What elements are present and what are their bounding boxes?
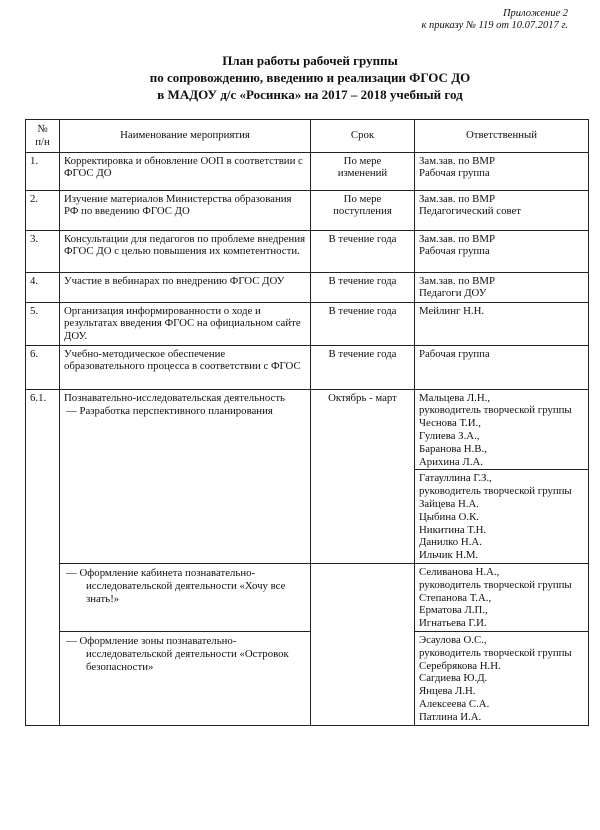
- responsible-group-a: [415, 389, 589, 470]
- responsible-line: Баранова Н.В.,: [419, 442, 487, 455]
- responsible-line: Педагоги ДОУ: [419, 287, 487, 300]
- row-term: В течение года: [311, 230, 415, 272]
- table-header-row: [26, 120, 589, 153]
- title-line-2: по сопровождению, введению и реализации ФГОС ДО: [149, 70, 471, 85]
- responsible-line: Ерматова Л.П.,: [419, 604, 488, 617]
- table-row: [26, 190, 589, 230]
- responsible-line: Сагдиева Ю.Д.: [419, 672, 488, 685]
- responsible-line: Зам.зав. по ВМР: [419, 154, 495, 167]
- row-responsible: Мейлинг Н.Н.: [415, 302, 589, 345]
- responsible-group-b: [415, 470, 589, 564]
- responsible-line: Серебрякова Н.Н.: [419, 659, 501, 672]
- responsible-line: руководитель творческой группы: [419, 404, 572, 417]
- row-activity: Учебно-методическое обеспечение образовательного процесса в соответствии с ФГОС: [60, 345, 311, 389]
- responsible-line: Гатауллина Г.З.,: [419, 472, 492, 485]
- responsible-group-d: [415, 631, 589, 725]
- row-number: 5.: [26, 302, 60, 345]
- row-term: В течение года: [311, 272, 415, 302]
- row-number: 2.: [26, 190, 60, 230]
- row-term: [311, 152, 415, 190]
- row-responsible: [415, 272, 589, 302]
- title-line-1: План работы рабочей группы: [222, 53, 398, 68]
- appendix-line-2: к приказу № 119 от 10.07.2017 г.: [421, 20, 568, 31]
- row-term: [311, 190, 415, 230]
- term-line: По мере: [343, 154, 382, 167]
- responsible-line: руководитель творческой группы: [419, 578, 572, 591]
- header-number-sign: №: [37, 123, 48, 135]
- row-activity: Консультации для педагогов по проблеме внедрения ФГОС ДО с целью повышения их компетентности.: [60, 230, 311, 272]
- row-responsible: [415, 230, 589, 272]
- header-number: [26, 120, 60, 153]
- row-activity: [60, 631, 311, 725]
- row-responsible: Рабочая группа: [415, 345, 589, 389]
- header-number-abbr: п/н: [35, 135, 50, 148]
- table-row: [26, 302, 589, 345]
- responsible-line: руководитель творческой группы: [419, 485, 572, 498]
- header-responsible: Ответственный: [415, 120, 589, 153]
- responsible-line: Зайцева Н.А.: [419, 497, 479, 510]
- responsible-line: Чеснова Т.И.,: [419, 417, 481, 430]
- row-number: 6.1.: [26, 389, 60, 725]
- responsible-line: Зам.зав. по ВМР: [419, 192, 495, 205]
- responsible-line: Патлина И.А.: [419, 710, 482, 723]
- row-activity: Организация информированности о ходе и результатах введения ФГОС на официальном сайте ДОУ.: [60, 302, 311, 345]
- header-activity: Наименование мероприятия: [60, 120, 311, 153]
- document-title: [60, 52, 560, 103]
- subtask-safety-zone: — Оформление зоны познавательно-исследовательской деятельности «Островок безопасности»: [66, 634, 289, 673]
- table-row: [26, 152, 589, 190]
- table-row: [26, 631, 589, 725]
- responsible-line: Педагогический совет: [419, 205, 522, 218]
- row-term: Октябрь - март: [311, 389, 415, 563]
- responsible-line: Эсаулова О.С.,: [419, 633, 487, 646]
- work-plan-table: [25, 119, 589, 726]
- table-row: [26, 272, 589, 302]
- row-activity: [60, 389, 311, 563]
- row-number: 1.: [26, 152, 60, 190]
- appendix-line-1: Приложение 2: [502, 8, 568, 19]
- responsible-line: Никитина Т.Н.: [419, 523, 487, 536]
- responsible-line: Мальцева Л.Н.,: [419, 391, 491, 404]
- subtask-planning: — Разработка перспективного планирования: [66, 405, 273, 418]
- subtask-cabinet: — Оформление кабинета познавательно-исследовательской деятельности «Хочу все знать!»: [66, 566, 286, 605]
- responsible-line: Игнатьева Г.И.: [419, 617, 487, 630]
- row-number: 4.: [26, 272, 60, 302]
- row-activity: Участие в вебинарах по внедрению ФГОС ДОУ: [60, 272, 311, 302]
- responsible-line: Цыбина О.К.: [419, 510, 479, 523]
- term-line: поступления: [333, 205, 392, 218]
- responsible-line: Данилко Н.А.: [419, 536, 482, 549]
- row-activity: [60, 563, 311, 631]
- header-term: Срок: [311, 120, 415, 153]
- responsible-line: Зам.зав. по ВМР: [419, 274, 495, 287]
- responsible-line: Ильчик Н.М.: [419, 549, 479, 562]
- term-line: изменений: [337, 167, 388, 180]
- row-number: 3.: [26, 230, 60, 272]
- table-row: [26, 563, 589, 631]
- table-row: [26, 389, 589, 470]
- responsible-line: Алексеева С.А.: [419, 697, 490, 710]
- table-row: [26, 345, 589, 389]
- row-term: В течение года: [311, 302, 415, 345]
- responsible-line: Селиванова Н.А.,: [419, 565, 500, 578]
- row-responsible: [415, 190, 589, 230]
- responsible-line: руководитель творческой группы: [419, 646, 572, 659]
- responsible-group-c: [415, 563, 589, 631]
- row-activity: Корректировка и обновление ООП в соответствии с ФГОС ДО: [60, 152, 311, 190]
- responsible-line: Гулиева З.А.,: [419, 429, 480, 442]
- responsible-line: Рабочая группа: [419, 245, 490, 258]
- row-activity: Изучение материалов Министерства образования РФ по введению ФГОС ДО: [60, 190, 311, 230]
- row-term: [311, 563, 415, 631]
- responsible-line: Арихина Л.А.: [419, 455, 483, 468]
- row-term: В течение года: [311, 345, 415, 389]
- section-title: Познавательно-исследовательская деятельность: [64, 391, 285, 404]
- row-term: [311, 631, 415, 725]
- row-number: 6.: [26, 345, 60, 389]
- responsible-line: Степанова Т.А.,: [419, 591, 492, 604]
- appendix-note: [421, 8, 568, 32]
- term-line: По мере: [343, 192, 382, 205]
- table-row: [26, 230, 589, 272]
- responsible-line: Янцева Л.Н.: [419, 685, 476, 698]
- title-line-3: в МАДОУ д/с «Росинка» на 2017 – 2018 учебный год: [157, 87, 463, 102]
- responsible-line: Рабочая группа: [419, 167, 490, 180]
- responsible-line: Зам.зав. по ВМР: [419, 232, 495, 245]
- row-responsible: [415, 152, 589, 190]
